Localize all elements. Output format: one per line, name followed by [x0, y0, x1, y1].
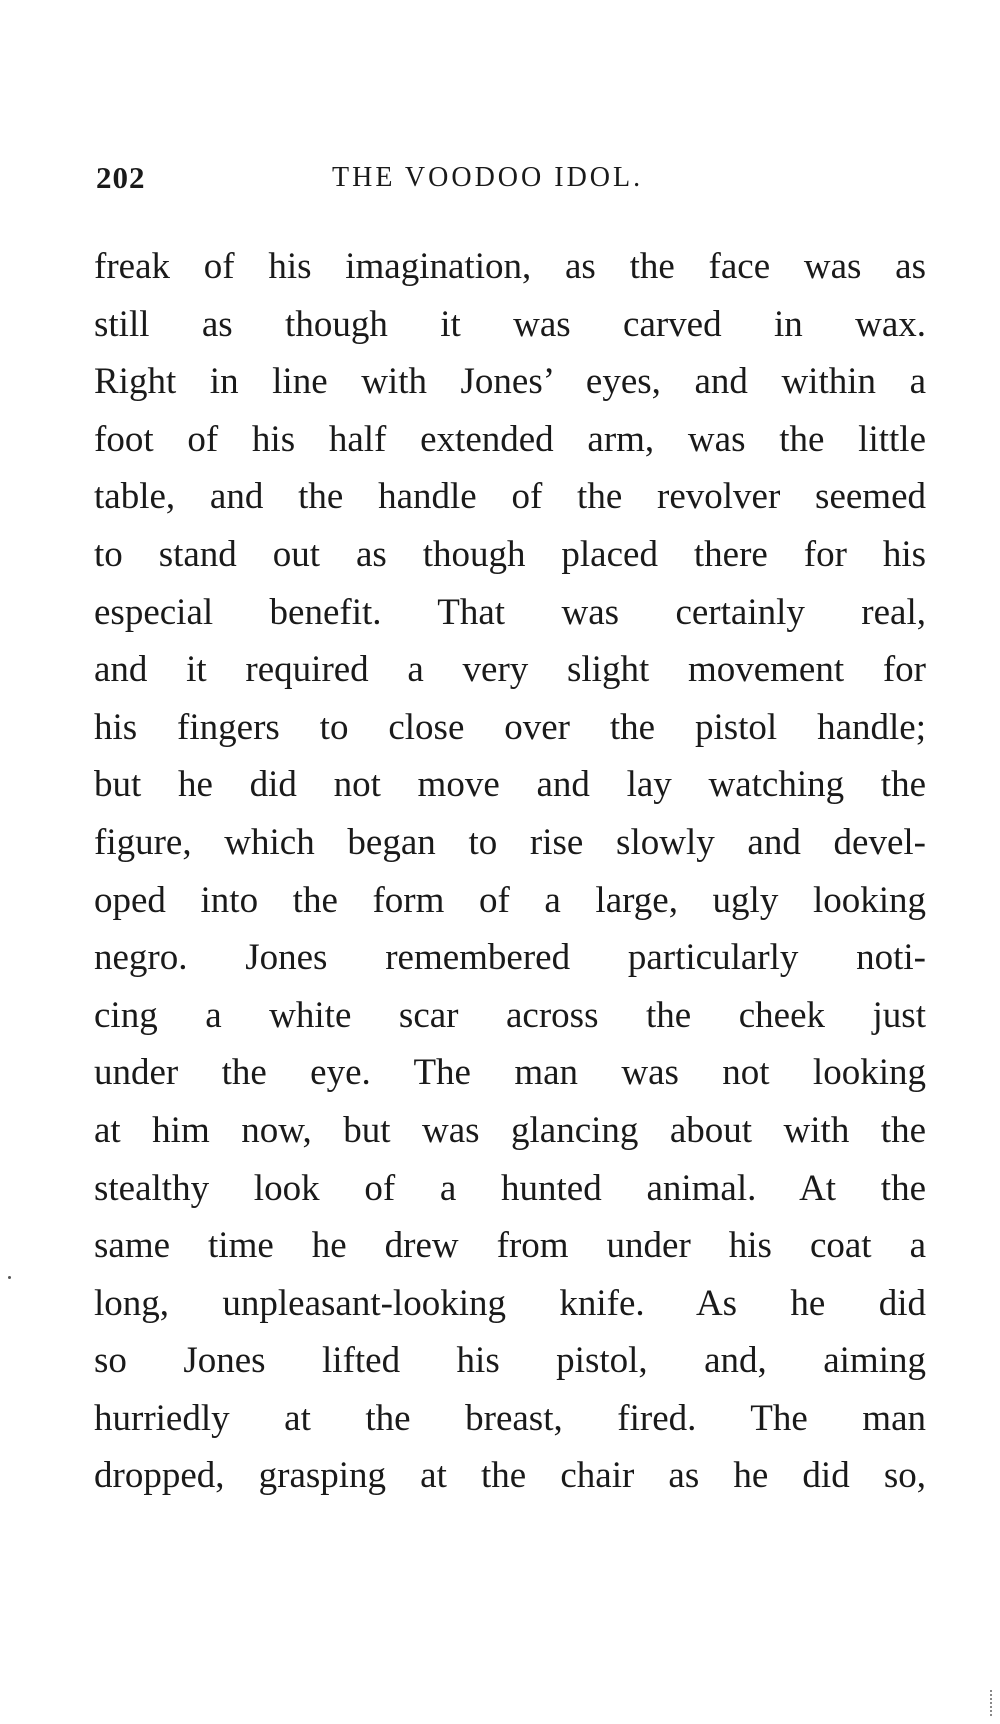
text-line: still as though it was carved in wax. [94, 303, 926, 345]
edge-mark [990, 1690, 994, 1716]
text-line: so Jones lifted his pistol, and, aiming [94, 1340, 926, 1382]
text-line: to stand out as though placed there for his [94, 533, 926, 575]
text-line: freak of his imagination, as the face was as [94, 246, 926, 287]
running-head [96, 160, 926, 204]
text-line: oped into the form of a large, ugly looking [94, 879, 926, 921]
margin-speck [8, 1276, 11, 1279]
text-line: at him now, but was glancing about with the [94, 1109, 926, 1151]
text-line: dropped, grasping at the chair as he did so, [94, 1455, 926, 1497]
text-line: under the eye. The man was not looking [94, 1052, 926, 1094]
text-line: and it required a very slight movement for [94, 649, 926, 691]
text-line: negro. Jones remembered particularly noti- [94, 937, 926, 979]
text-line: his fingers to close over the pistol handle; [94, 706, 926, 748]
text-line: table, and the handle of the revolver seemed [94, 476, 926, 518]
running-title: THE VOODOO IDOL. [332, 162, 644, 193]
text-line: Right in line with Jones’ eyes, and within a [94, 361, 926, 403]
text-line: especial benefit. That was certainly real, [94, 591, 926, 633]
text-line: same time he drew from under his coat a [94, 1225, 926, 1267]
text-line: but he did not move and lay watching the [94, 764, 926, 806]
text-line: figure, which began to rise slowly and devel- [94, 821, 926, 863]
text-line: foot of his half extended arm, was the little [94, 418, 926, 460]
page-number: 202 [96, 160, 146, 195]
text-line: cing a white scar across the cheek just [94, 994, 926, 1036]
text-line: stealthy look of a hunted animal. At the [94, 1167, 926, 1209]
text-line: hurriedly at the breast, fired. The man [94, 1397, 926, 1439]
text-line: long, unpleasant-looking knife. As he did [94, 1282, 926, 1324]
body-text [94, 238, 926, 1505]
